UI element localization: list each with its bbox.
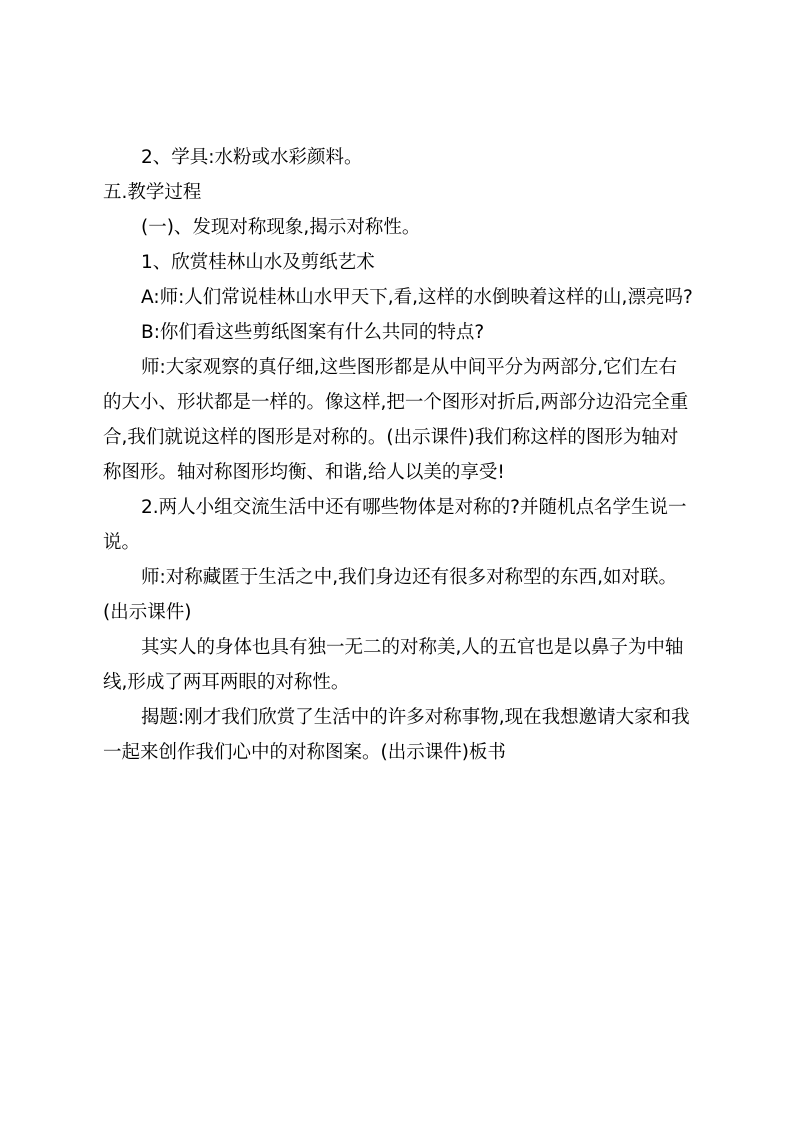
document-body xyxy=(103,140,693,770)
paragraph-reveal-topic: 揭题:刚才我们欣赏了生活中的许多对称事物,现在我想邀请大家和我一起来创作我们心中的对称图案。(出示课件)板书 xyxy=(103,707,690,763)
paragraph-part-one: (一)、发现对称现象,揭示对称性。 xyxy=(141,217,421,238)
paragraph-teacher-a: A:师:人们常说桂林山水甲天下,看,这样的水倒映着这样的山,漂亮吗? xyxy=(141,287,693,308)
paragraph-body-symmetry: 其实人的身体也具有独一无二的对称美,人的五官也是以鼻子为中轴线,形成了两耳两眼的对称性。 xyxy=(103,637,684,693)
section-heading-teaching-process: 五.教学过程 xyxy=(103,182,202,203)
paragraph-step-one: 1、欣赏桂林山水及剪纸艺术 xyxy=(141,252,375,273)
paragraph-question-b: B:你们看这些剪纸图案有什么共同的特点? xyxy=(141,322,485,343)
paragraph-materials: 2、学具:水粉或水彩颜料。 xyxy=(141,147,363,168)
paragraph-step-two: 2.两人小组交流生活中还有哪些物体是对称的?并随机点名学生说一说。 xyxy=(103,497,687,553)
paragraph-teacher-life: 师:对称藏匿于生活之中,我们身边还有很多对称型的东西,如对联。(出示课件) xyxy=(103,567,677,623)
paragraph-teacher-explain: 师:大家观察的真仔细,这些图形都是从中间平分为两部分,它们左右的大小、形状都是一样的。像这样,把一个图形对折后,两部分边沿完全重合,我们就说这样的图形是对称的。(出示课件)我们称这样的图形为轴对称图形。轴对称图形均衡、和谐,给人以美的享受! xyxy=(103,357,689,483)
